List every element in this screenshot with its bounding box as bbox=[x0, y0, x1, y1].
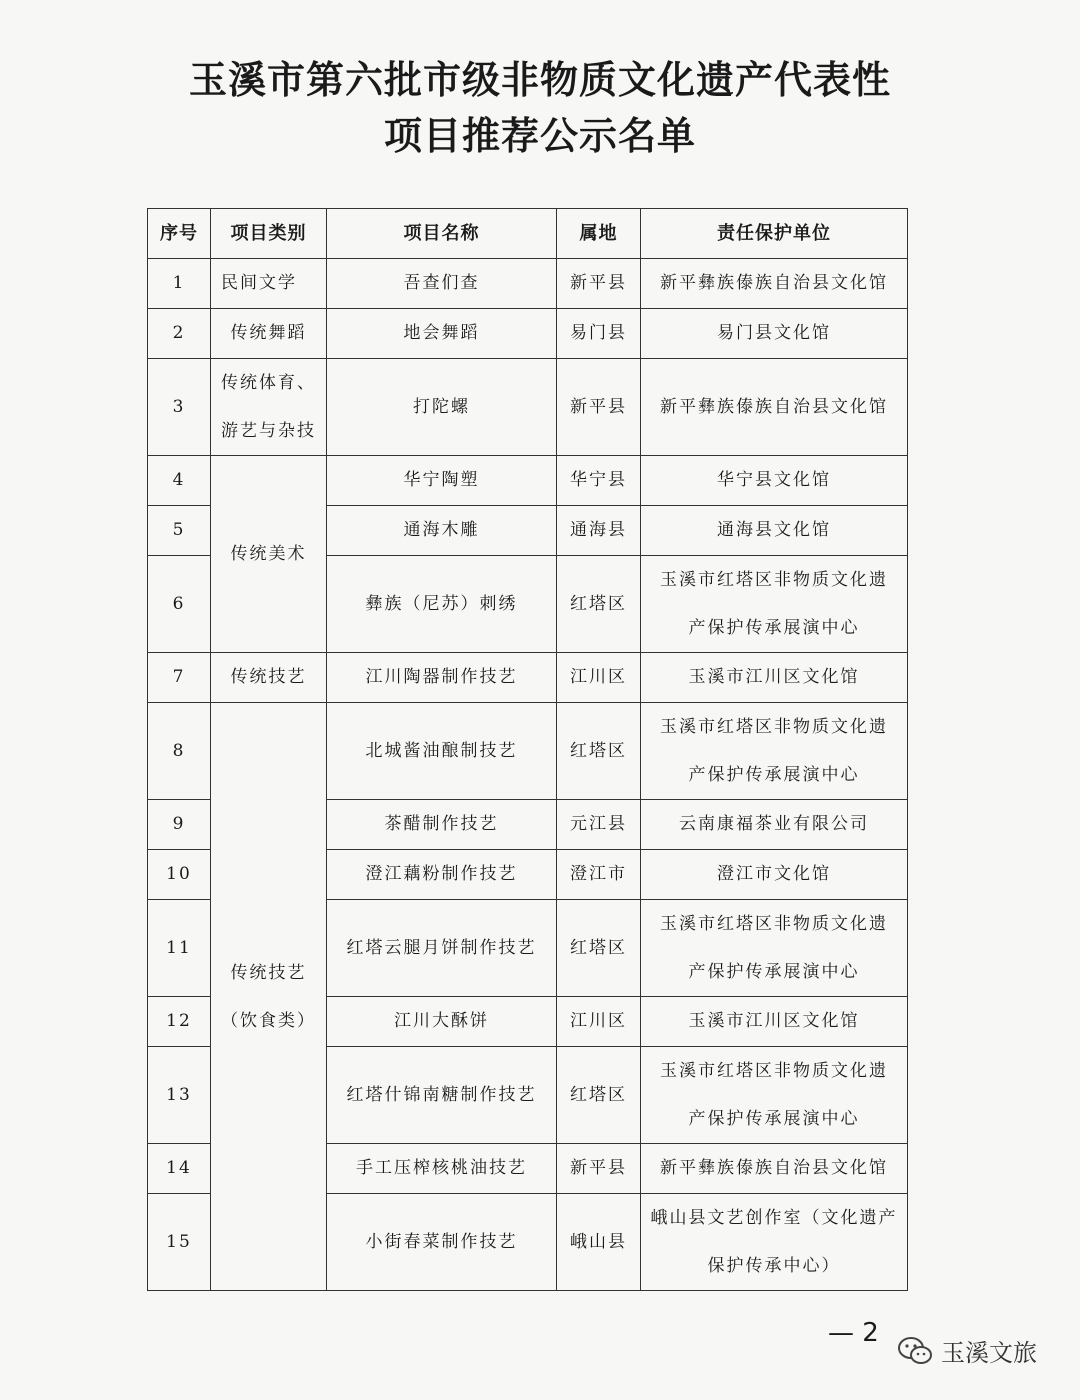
row-unit bbox=[641, 1047, 908, 1144]
row-name: 茶醋制作技艺 bbox=[327, 800, 557, 850]
table-row bbox=[148, 456, 908, 506]
row-name: 澄江藕粉制作技艺 bbox=[327, 850, 557, 900]
row-unit: 云南康福茶业有限公司 bbox=[641, 800, 908, 850]
unit-line: 保护传承中心） bbox=[707, 1256, 841, 1276]
header-place: 属地 bbox=[557, 209, 641, 259]
row-name: 江川大酥饼 bbox=[327, 997, 557, 1047]
row-place: 澄江市 bbox=[557, 850, 641, 900]
table-row bbox=[148, 259, 908, 309]
row-unit: 新平彝族傣族自治县文化馆 bbox=[641, 1144, 908, 1194]
row-unit bbox=[641, 556, 908, 653]
row-no: 13 bbox=[148, 1047, 211, 1144]
row-place: 新平县 bbox=[557, 359, 641, 456]
row-name: 吾查们查 bbox=[327, 259, 557, 309]
row-name: 彝族（尼苏）刺绣 bbox=[327, 556, 557, 653]
row-unit: 玉溪市江川区文化馆 bbox=[641, 997, 908, 1047]
row-name: 华宁陶塑 bbox=[327, 456, 557, 506]
unit-line: 玉溪市红塔区非物质文化遗 bbox=[660, 717, 888, 737]
row-place: 新平县 bbox=[557, 259, 641, 309]
row-no: 4 bbox=[148, 456, 211, 506]
category-line: 游艺与杂技 bbox=[221, 421, 316, 441]
row-unit: 华宁县文化馆 bbox=[641, 456, 908, 506]
row-name: 江川陶器制作技艺 bbox=[327, 653, 557, 703]
row-name: 地会舞蹈 bbox=[327, 309, 557, 359]
unit-line: 产保护传承展演中心 bbox=[688, 1109, 860, 1129]
row-name: 通海木雕 bbox=[327, 506, 557, 556]
row-place: 新平县 bbox=[557, 1144, 641, 1194]
row-no: 2 bbox=[148, 309, 211, 359]
row-name: 小街春菜制作技艺 bbox=[327, 1194, 557, 1291]
row-no: 9 bbox=[148, 800, 211, 850]
unit-line: 玉溪市红塔区非物质文化遗 bbox=[660, 1061, 888, 1081]
header-unit: 责任保护单位 bbox=[641, 209, 908, 259]
row-place: 元江县 bbox=[557, 800, 641, 850]
row-no: 11 bbox=[148, 900, 211, 997]
row-name: 北城酱油酿制技艺 bbox=[327, 703, 557, 800]
category-line: （饮食类） bbox=[221, 1010, 316, 1031]
row-no: 1 bbox=[148, 259, 211, 309]
row-name: 手工压榨核桃油技艺 bbox=[327, 1144, 557, 1194]
row-no: 6 bbox=[148, 556, 211, 653]
unit-line: 产保护传承展演中心 bbox=[688, 962, 860, 982]
brand-name: 玉溪文旅 bbox=[941, 1339, 1037, 1367]
row-category: 传统美术 bbox=[211, 456, 327, 653]
unit-line: 产保护传承展演中心 bbox=[688, 618, 860, 638]
row-place: 易门县 bbox=[557, 309, 641, 359]
row-place: 江川区 bbox=[557, 997, 641, 1047]
page-title bbox=[0, 52, 1080, 164]
row-category bbox=[211, 359, 327, 456]
header-no: 序号 bbox=[148, 209, 211, 259]
row-no: 14 bbox=[148, 1144, 211, 1194]
row-place: 江川区 bbox=[557, 653, 641, 703]
row-no: 15 bbox=[148, 1194, 211, 1291]
row-place: 红塔区 bbox=[557, 703, 641, 800]
header-name: 项目名称 bbox=[327, 209, 557, 259]
row-category bbox=[211, 703, 327, 1291]
table-row bbox=[148, 653, 908, 703]
row-unit bbox=[641, 1194, 908, 1291]
unit-line: 峨山县文艺创作室（文化遗产 bbox=[650, 1208, 898, 1228]
title-line-1: 玉溪市第六批市级非物质文化遗产代表性 bbox=[188, 57, 891, 102]
row-name: 打陀螺 bbox=[327, 359, 557, 456]
row-unit bbox=[641, 900, 908, 997]
row-unit: 通海县文化馆 bbox=[641, 506, 908, 556]
row-no: 12 bbox=[148, 997, 211, 1047]
brand-watermark bbox=[897, 1333, 1037, 1368]
wechat-icon bbox=[897, 1336, 933, 1366]
table-row bbox=[148, 703, 908, 800]
row-place: 红塔区 bbox=[557, 556, 641, 653]
row-name: 红塔什锦南糖制作技艺 bbox=[327, 1047, 557, 1144]
row-unit: 新平彝族傣族自治县文化馆 bbox=[641, 359, 908, 456]
heritage-table bbox=[147, 208, 908, 1291]
row-place: 峨山县 bbox=[557, 1194, 641, 1291]
unit-line: 产保护传承展演中心 bbox=[688, 765, 860, 785]
row-place: 红塔区 bbox=[557, 900, 641, 997]
page-number: — 2 bbox=[828, 1318, 879, 1348]
table-row bbox=[148, 359, 908, 456]
unit-line: 玉溪市红塔区非物质文化遗 bbox=[660, 914, 888, 934]
table-row bbox=[148, 309, 908, 359]
unit-line: 玉溪市红塔区非物质文化遗 bbox=[660, 570, 888, 590]
row-no: 7 bbox=[148, 653, 211, 703]
header-category: 项目类别 bbox=[211, 209, 327, 259]
row-unit: 易门县文化馆 bbox=[641, 309, 908, 359]
row-no: 5 bbox=[148, 506, 211, 556]
category-line: 传统技艺 bbox=[230, 962, 307, 983]
row-no: 10 bbox=[148, 850, 211, 900]
row-category: 传统舞蹈 bbox=[211, 309, 327, 359]
title-line-2: 项目推荐公示名单 bbox=[383, 113, 696, 158]
row-no: 8 bbox=[148, 703, 211, 800]
row-place: 华宁县 bbox=[557, 456, 641, 506]
row-name: 红塔云腿月饼制作技艺 bbox=[327, 900, 557, 997]
row-unit: 新平彝族傣族自治县文化馆 bbox=[641, 259, 908, 309]
row-unit: 玉溪市江川区文化馆 bbox=[641, 653, 908, 703]
table-header-row bbox=[148, 209, 908, 259]
row-place: 通海县 bbox=[557, 506, 641, 556]
row-category: 民间文学 bbox=[211, 259, 327, 309]
row-no: 3 bbox=[148, 359, 211, 456]
row-unit bbox=[641, 703, 908, 800]
category-line: 传统体育、 bbox=[221, 373, 316, 393]
row-place: 红塔区 bbox=[557, 1047, 641, 1144]
row-category: 传统技艺 bbox=[211, 653, 327, 703]
row-unit: 澄江市文化馆 bbox=[641, 850, 908, 900]
